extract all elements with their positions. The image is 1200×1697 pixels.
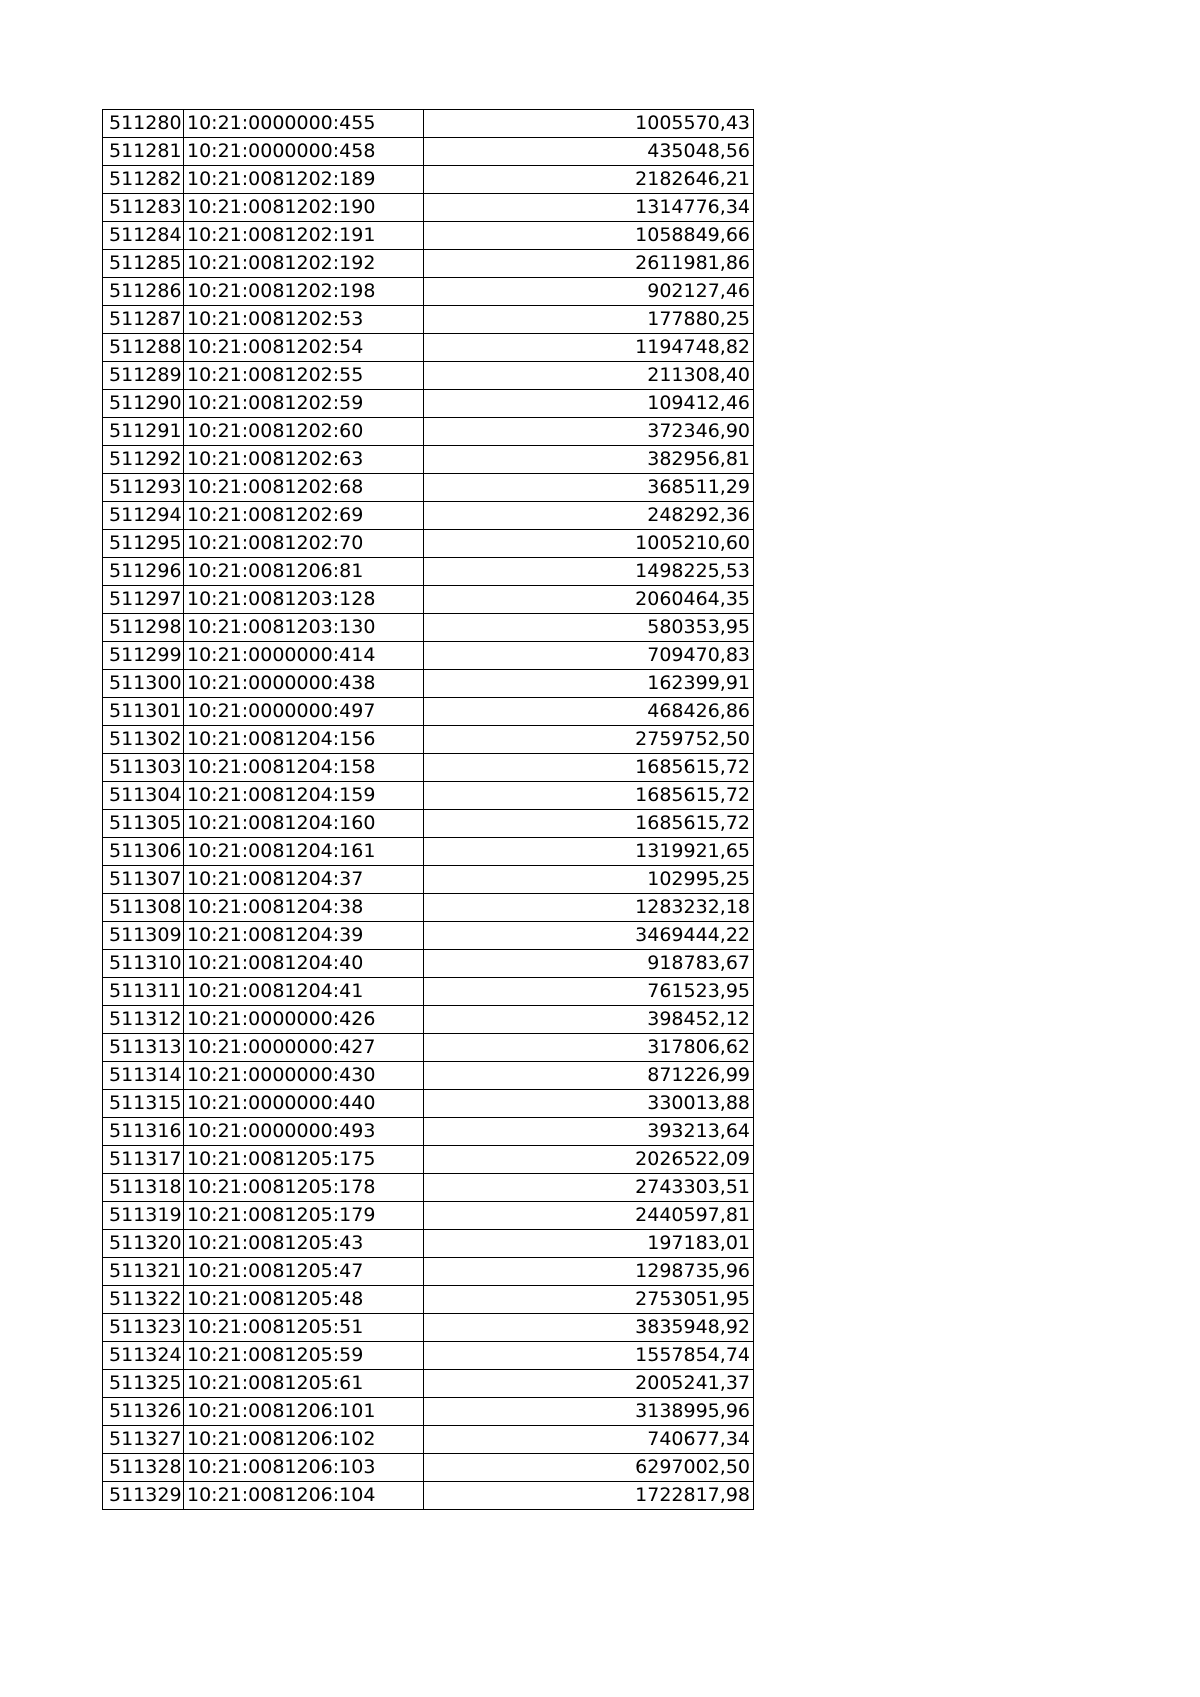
row-id-cell: 511324 <box>103 1342 184 1370</box>
cadastral-value-cell: 2753051,95 <box>424 1286 754 1314</box>
row-id-cell: 511323 <box>103 1314 184 1342</box>
row-id-cell: 511283 <box>103 194 184 222</box>
cadastral-number-cell: 10:21:0081202:69 <box>184 502 424 530</box>
row-id-cell: 511286 <box>103 278 184 306</box>
cadastral-number-cell: 10:21:0081204:39 <box>184 922 424 950</box>
table-row <box>103 1202 754 1230</box>
row-id-cell: 511291 <box>103 418 184 446</box>
cadastral-value-cell: 580353,95 <box>424 614 754 642</box>
table-row <box>103 166 754 194</box>
row-id-cell: 511296 <box>103 558 184 586</box>
cadastral-number-cell: 10:21:0081206:104 <box>184 1482 424 1510</box>
cadastral-value-cell: 382956,81 <box>424 446 754 474</box>
cadastral-number-cell: 10:21:0081204:159 <box>184 782 424 810</box>
cadastral-number-cell: 10:21:0000000:458 <box>184 138 424 166</box>
cadastral-number-cell: 10:21:0000000:430 <box>184 1062 424 1090</box>
table-row <box>103 754 754 782</box>
row-id-cell: 511319 <box>103 1202 184 1230</box>
cadastral-value-cell: 2759752,50 <box>424 726 754 754</box>
cadastral-number-cell: 10:21:0081202:189 <box>184 166 424 194</box>
table-row <box>103 782 754 810</box>
table-row <box>103 1118 754 1146</box>
row-id-cell: 511299 <box>103 642 184 670</box>
row-id-cell: 511312 <box>103 1006 184 1034</box>
table-row <box>103 838 754 866</box>
cadastral-number-cell: 10:21:0081205:59 <box>184 1342 424 1370</box>
table-row <box>103 306 754 334</box>
cadastral-value-cell: 330013,88 <box>424 1090 754 1118</box>
table-row <box>103 1062 754 1090</box>
cadastral-value-cell: 3138995,96 <box>424 1398 754 1426</box>
table-row <box>103 1034 754 1062</box>
row-id-cell: 511301 <box>103 698 184 726</box>
cadastral-value-cell: 1685615,72 <box>424 810 754 838</box>
table-row <box>103 390 754 418</box>
row-id-cell: 511305 <box>103 810 184 838</box>
cadastral-value-cell: 2743303,51 <box>424 1174 754 1202</box>
table-row <box>103 194 754 222</box>
table-row <box>103 334 754 362</box>
cadastral-value-cell: 2182646,21 <box>424 166 754 194</box>
row-id-cell: 511316 <box>103 1118 184 1146</box>
table-row <box>103 586 754 614</box>
cadastral-number-cell: 10:21:0081202:60 <box>184 418 424 446</box>
cadastral-number-cell: 10:21:0081206:102 <box>184 1426 424 1454</box>
cadastral-value-cell: 1319921,65 <box>424 838 754 866</box>
cadastral-value-cell: 2005241,37 <box>424 1370 754 1398</box>
cadastral-value-cell: 1005210,60 <box>424 530 754 558</box>
table-row <box>103 502 754 530</box>
cadastral-value-cell: 1685615,72 <box>424 782 754 810</box>
row-id-cell: 511310 <box>103 950 184 978</box>
row-id-cell: 511287 <box>103 306 184 334</box>
cadastral-number-cell: 10:21:0081203:130 <box>184 614 424 642</box>
table-row <box>103 418 754 446</box>
row-id-cell: 511289 <box>103 362 184 390</box>
table-row <box>103 362 754 390</box>
table-row <box>103 1398 754 1426</box>
table-row <box>103 726 754 754</box>
cadastral-value-cell: 1058849,66 <box>424 222 754 250</box>
cadastral-number-cell: 10:21:0000000:427 <box>184 1034 424 1062</box>
cadastral-number-cell: 10:21:0081205:51 <box>184 1314 424 1342</box>
row-id-cell: 511303 <box>103 754 184 782</box>
table-row <box>103 138 754 166</box>
table-row <box>103 950 754 978</box>
cadastral-value-cell: 468426,86 <box>424 698 754 726</box>
cadastral-number-cell: 10:21:0081202:59 <box>184 390 424 418</box>
row-id-cell: 511306 <box>103 838 184 866</box>
cadastral-value-cell: 197183,01 <box>424 1230 754 1258</box>
cadastral-number-cell: 10:21:0081202:68 <box>184 474 424 502</box>
cadastral-value-cell: 211308,40 <box>424 362 754 390</box>
row-id-cell: 511282 <box>103 166 184 194</box>
table-row <box>103 250 754 278</box>
cadastral-number-cell: 10:21:0081204:40 <box>184 950 424 978</box>
cadastral-value-cell: 1498225,53 <box>424 558 754 586</box>
cadastral-value-cell: 393213,64 <box>424 1118 754 1146</box>
cadastral-value-cell: 6297002,50 <box>424 1454 754 1482</box>
cadastral-value-cell: 740677,34 <box>424 1426 754 1454</box>
cadastral-value-cell: 317806,62 <box>424 1034 754 1062</box>
row-id-cell: 511311 <box>103 978 184 1006</box>
table-row <box>103 1286 754 1314</box>
cadastral-value-cell: 162399,91 <box>424 670 754 698</box>
row-id-cell: 511293 <box>103 474 184 502</box>
row-id-cell: 511322 <box>103 1286 184 1314</box>
cadastral-value-cell: 1722817,98 <box>424 1482 754 1510</box>
cadastral-number-cell: 10:21:0000000:493 <box>184 1118 424 1146</box>
row-id-cell: 511317 <box>103 1146 184 1174</box>
cadastral-value-cell: 435048,56 <box>424 138 754 166</box>
cadastral-value-table <box>102 109 754 1510</box>
table-row <box>103 1174 754 1202</box>
row-id-cell: 511327 <box>103 1426 184 1454</box>
cadastral-value-cell: 398452,12 <box>424 1006 754 1034</box>
cadastral-value-cell: 368511,29 <box>424 474 754 502</box>
table-row <box>103 530 754 558</box>
table-row <box>103 278 754 306</box>
cadastral-value-cell: 109412,46 <box>424 390 754 418</box>
cadastral-number-cell: 10:21:0081202:198 <box>184 278 424 306</box>
cadastral-number-cell: 10:21:0081205:48 <box>184 1286 424 1314</box>
table-row <box>103 894 754 922</box>
row-id-cell: 511292 <box>103 446 184 474</box>
cadastral-value-cell: 1298735,96 <box>424 1258 754 1286</box>
table-row <box>103 642 754 670</box>
cadastral-value-cell: 177880,25 <box>424 306 754 334</box>
cadastral-number-cell: 10:21:0081203:128 <box>184 586 424 614</box>
cadastral-number-cell: 10:21:0081204:38 <box>184 894 424 922</box>
cadastral-value-cell: 3835948,92 <box>424 1314 754 1342</box>
cadastral-number-cell: 10:21:0081202:63 <box>184 446 424 474</box>
table-row <box>103 1426 754 1454</box>
cadastral-number-cell: 10:21:0081204:156 <box>184 726 424 754</box>
cadastral-value-cell: 102995,25 <box>424 866 754 894</box>
cadastral-number-cell: 10:21:0081202:53 <box>184 306 424 334</box>
table-row <box>103 614 754 642</box>
row-id-cell: 511304 <box>103 782 184 810</box>
row-id-cell: 511295 <box>103 530 184 558</box>
cadastral-value-cell: 709470,83 <box>424 642 754 670</box>
cadastral-value-cell: 2060464,35 <box>424 586 754 614</box>
cadastral-value-cell: 2440597,81 <box>424 1202 754 1230</box>
row-id-cell: 511328 <box>103 1454 184 1482</box>
row-id-cell: 511302 <box>103 726 184 754</box>
row-id-cell: 511284 <box>103 222 184 250</box>
table-body <box>103 110 754 1510</box>
cadastral-value-cell: 1194748,82 <box>424 334 754 362</box>
cadastral-number-cell: 10:21:0081202:55 <box>184 362 424 390</box>
row-id-cell: 511290 <box>103 390 184 418</box>
table-row <box>103 222 754 250</box>
row-id-cell: 511315 <box>103 1090 184 1118</box>
row-id-cell: 511280 <box>103 110 184 138</box>
cadastral-value-cell: 761523,95 <box>424 978 754 1006</box>
cadastral-value-cell: 1005570,43 <box>424 110 754 138</box>
row-id-cell: 511309 <box>103 922 184 950</box>
cadastral-number-cell: 10:21:0081206:101 <box>184 1398 424 1426</box>
row-id-cell: 511329 <box>103 1482 184 1510</box>
row-id-cell: 511325 <box>103 1370 184 1398</box>
table-row <box>103 1482 754 1510</box>
cadastral-value-cell: 372346,90 <box>424 418 754 446</box>
cadastral-number-cell: 10:21:0081202:190 <box>184 194 424 222</box>
cadastral-number-cell: 10:21:0000000:497 <box>184 698 424 726</box>
cadastral-number-cell: 10:21:0081205:178 <box>184 1174 424 1202</box>
cadastral-number-cell: 10:21:0081202:192 <box>184 250 424 278</box>
cadastral-value-cell: 2611981,86 <box>424 250 754 278</box>
table-row <box>103 1370 754 1398</box>
table-row <box>103 474 754 502</box>
cadastral-number-cell: 10:21:0081206:81 <box>184 558 424 586</box>
cadastral-number-cell: 10:21:0081205:175 <box>184 1146 424 1174</box>
row-id-cell: 511321 <box>103 1258 184 1286</box>
row-id-cell: 511294 <box>103 502 184 530</box>
table-row <box>103 1006 754 1034</box>
row-id-cell: 511314 <box>103 1062 184 1090</box>
cadastral-value-cell: 1685615,72 <box>424 754 754 782</box>
table-row <box>103 922 754 950</box>
cadastral-number-cell: 10:21:0000000:414 <box>184 642 424 670</box>
cadastral-value-cell: 918783,67 <box>424 950 754 978</box>
row-id-cell: 511318 <box>103 1174 184 1202</box>
cadastral-number-cell: 10:21:0081204:161 <box>184 838 424 866</box>
table-row <box>103 558 754 586</box>
table-row <box>103 1342 754 1370</box>
table-row <box>103 698 754 726</box>
row-id-cell: 511326 <box>103 1398 184 1426</box>
row-id-cell: 511313 <box>103 1034 184 1062</box>
cadastral-number-cell: 10:21:0081202:70 <box>184 530 424 558</box>
row-id-cell: 511285 <box>103 250 184 278</box>
row-id-cell: 511288 <box>103 334 184 362</box>
table-row <box>103 1230 754 1258</box>
cadastral-value-cell: 902127,46 <box>424 278 754 306</box>
cadastral-number-cell: 10:21:0000000:438 <box>184 670 424 698</box>
cadastral-value-cell: 1283232,18 <box>424 894 754 922</box>
cadastral-value-cell: 248292,36 <box>424 502 754 530</box>
table-row <box>103 810 754 838</box>
row-id-cell: 511308 <box>103 894 184 922</box>
table-row <box>103 1258 754 1286</box>
cadastral-number-cell: 10:21:0081205:43 <box>184 1230 424 1258</box>
cadastral-number-cell: 10:21:0081202:191 <box>184 222 424 250</box>
cadastral-number-cell: 10:21:0081206:103 <box>184 1454 424 1482</box>
table-row <box>103 110 754 138</box>
cadastral-number-cell: 10:21:0081205:47 <box>184 1258 424 1286</box>
row-id-cell: 511298 <box>103 614 184 642</box>
row-id-cell: 511320 <box>103 1230 184 1258</box>
cadastral-number-cell: 10:21:0081204:158 <box>184 754 424 782</box>
cadastral-number-cell: 10:21:0000000:440 <box>184 1090 424 1118</box>
row-id-cell: 511307 <box>103 866 184 894</box>
cadastral-value-cell: 2026522,09 <box>424 1146 754 1174</box>
cadastral-value-cell: 871226,99 <box>424 1062 754 1090</box>
table-row <box>103 1314 754 1342</box>
cadastral-value-cell: 3469444,22 <box>424 922 754 950</box>
cadastral-number-cell: 10:21:0081204:160 <box>184 810 424 838</box>
table-row <box>103 670 754 698</box>
table-row <box>103 446 754 474</box>
cadastral-number-cell: 10:21:0081204:41 <box>184 978 424 1006</box>
row-id-cell: 511300 <box>103 670 184 698</box>
cadastral-number-cell: 10:21:0081204:37 <box>184 866 424 894</box>
cadastral-number-cell: 10:21:0000000:426 <box>184 1006 424 1034</box>
cadastral-number-cell: 10:21:0081205:179 <box>184 1202 424 1230</box>
cadastral-number-cell: 10:21:0081202:54 <box>184 334 424 362</box>
table-row <box>103 1090 754 1118</box>
table-row <box>103 978 754 1006</box>
row-id-cell: 511297 <box>103 586 184 614</box>
cadastral-number-cell: 10:21:0081205:61 <box>184 1370 424 1398</box>
cadastral-value-cell: 1314776,34 <box>424 194 754 222</box>
table-row <box>103 1454 754 1482</box>
table-row <box>103 1146 754 1174</box>
row-id-cell: 511281 <box>103 138 184 166</box>
cadastral-number-cell: 10:21:0000000:455 <box>184 110 424 138</box>
cadastral-value-cell: 1557854,74 <box>424 1342 754 1370</box>
table-row <box>103 866 754 894</box>
